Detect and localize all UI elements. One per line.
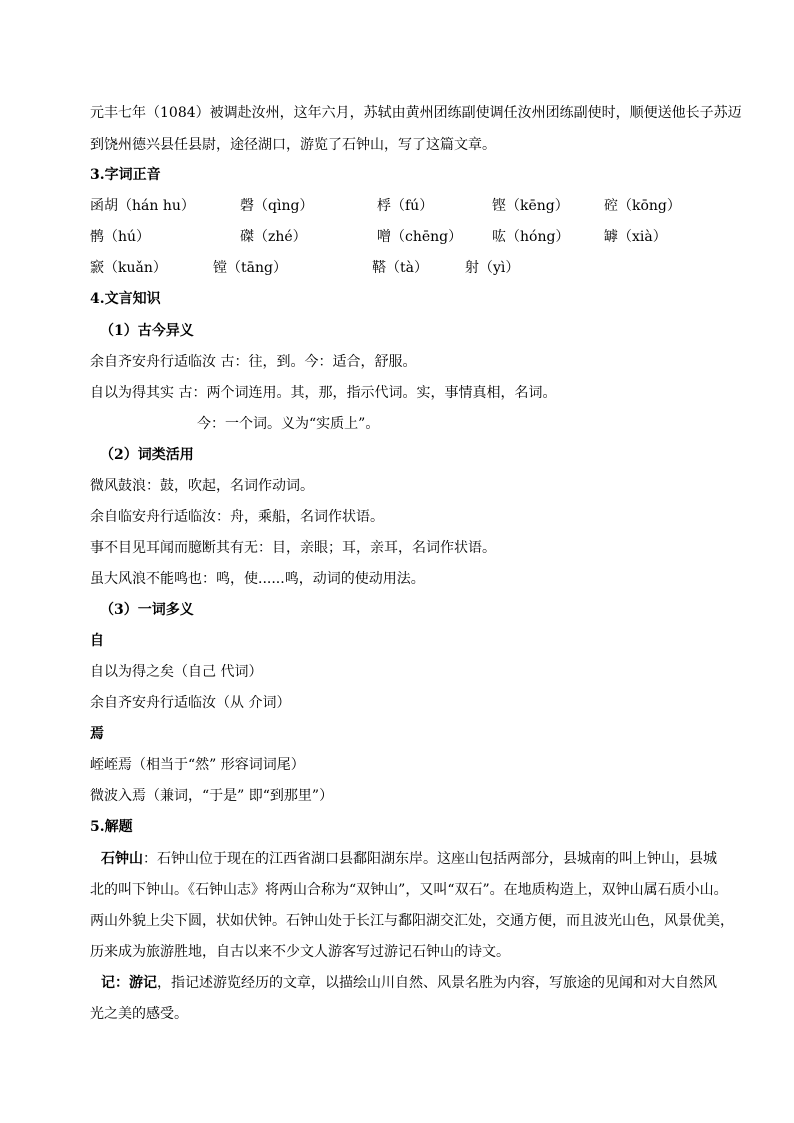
pron-item: 鹘（hú） <box>90 229 151 245</box>
pron-item: 铿（kēng） <box>492 198 569 214</box>
shizhongshan-label: 石钟山 <box>101 851 143 867</box>
yan-line-2: 微波入焉（兼词，“于是” 即“到那里”） <box>90 788 334 804</box>
gujin-line-2: 自以为得其实 古：两个词连用。其，那，指示代词。实，事情真相，名词。 <box>90 385 557 401</box>
pron-item: 罅（xià） <box>604 229 667 245</box>
pron-item: 噌（chēng） <box>377 229 463 245</box>
huoyong-line-1: 微风鼓浪：鼓，吹起，名词作动词。 <box>90 478 314 494</box>
youji-para-line-2: 光之美的感受。 <box>90 1006 188 1022</box>
subsection-gujin-heading: （1）古今异义 <box>100 323 194 339</box>
zi-line-2: 余自齐安舟行适临汝（从 介词） <box>90 695 291 711</box>
section-5-heading: 5.解题 <box>90 819 133 835</box>
pron-item: 镗（tāng） <box>213 260 287 276</box>
huoyong-line-3: 事不目见耳闻而臆断其有无：目，亲眼；耳，亲耳，名词作状语。 <box>90 540 496 556</box>
gujin-line-1: 余自齐安舟行适临汝 古：往，到。今：适合，舒服。 <box>90 354 417 370</box>
para-text: ，指记述游览经历的文章，以描绘山川自然、风景名胜为内容，写旅途的见闻和对大自然风 <box>157 975 717 991</box>
para-text: ：石钟山位于现在的江西省湖口县鄱阳湖东岸。这座山包括两部分，县城南的叫上钟山，县城 <box>143 851 717 867</box>
intro-line-2: 到饶州德兴县任县尉，途径湖口，游览了石钟山，写了这篇文章。 <box>90 137 496 153</box>
pron-item: 桴（fú） <box>377 198 434 214</box>
shizhongshan-para-line-2: 北的叫下钟山。《石钟山志》将两山合称为“双钟山”，又叫“双石”。在地质构造上，双钟山属石质小山。 <box>90 882 728 898</box>
huoyong-line-2: 余自临安舟行适临汝：舟，乘船，名词作状语。 <box>90 509 384 525</box>
shizhongshan-para-line-4: 历来成为旅游胜地，自古以来不少文人游客写过游记石钟山的诗文。 <box>90 944 510 960</box>
youji-label: 记：游记 <box>101 975 157 991</box>
shizhongshan-para-line-3: 两山外貌上尖下圆，状如伏钟。石钟山处于长江与鄱阳湖交汇处，交通方便，而且波光山色，风景优美， <box>90 913 734 929</box>
pron-item: 鞳（tà） <box>372 260 428 276</box>
pron-item: 射（yì） <box>465 260 520 276</box>
pron-item: 磔（zhé） <box>240 229 307 245</box>
pron-item: 函胡（hán hu） <box>90 198 195 214</box>
intro-line-1: 元丰七年（1084）被调赴汝州，这年六月，苏轼由黄州团练副使调任汝州团练副使时，顺便送他长子苏迈 <box>90 105 742 121</box>
huoyong-line-4: 虽大风浪不能鸣也：鸣，使......鸣，动词的使动用法。 <box>90 571 425 587</box>
pron-item: 硿（kōng） <box>604 198 681 214</box>
word-yan-heading: 焉 <box>90 726 104 742</box>
subsection-huoyong-heading: （2）词类活用 <box>100 447 194 463</box>
zi-line-1: 自以为得之矣（自己 代词） <box>90 664 263 680</box>
pron-item: 磬（qìng） <box>240 198 314 214</box>
subsection-duoyi-heading: （3）一词多义 <box>100 602 194 618</box>
word-zi-heading: 自 <box>90 633 104 649</box>
section-4-heading: 4.文言知识 <box>90 291 161 307</box>
youji-para-line-1 <box>101 973 717 993</box>
yan-line-1: 峌峌焉（相当于“然” 形容词词尾） <box>90 757 305 773</box>
gujin-line-3: 今：一个词。义为“实质上”。 <box>197 416 380 432</box>
shizhongshan-para-line-1 <box>101 849 717 869</box>
section-3-heading: 3.字词正音 <box>90 167 161 183</box>
pron-item: 吰（hóng） <box>492 229 570 245</box>
pron-item: 窾（kuǎn） <box>90 260 167 276</box>
